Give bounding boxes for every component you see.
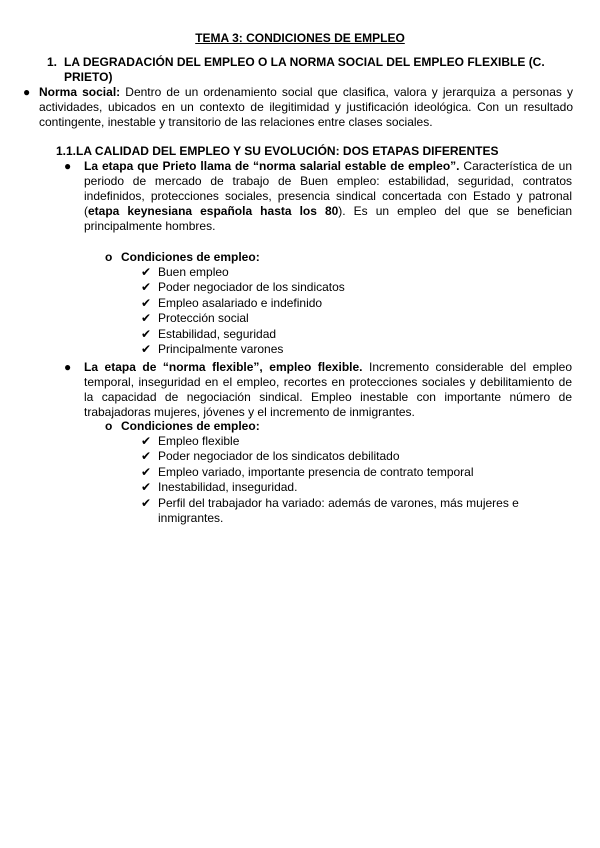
condition-item: [141, 280, 541, 295]
stage-2-lead: La etapa de “norma flexible”, empleo flexible.: [84, 360, 363, 374]
condition-item: [141, 311, 541, 326]
stage-1-text-1: Característica de un periodo de mercado de trabajo de Buen empleo: estabilidad, seguridad, contratos indefinidos, protecciones sociales, presencia sindical concertada con Estado y patronal (: [84, 159, 573, 218]
norma-social-paragraph: [39, 85, 573, 130]
stage-1-conditions-heading: [105, 250, 260, 265]
checkmark-icon: ✔: [141, 480, 152, 495]
condition-item: [141, 480, 531, 495]
condition-text: Principalmente varones: [158, 342, 284, 357]
condition-text: Empleo variado, importante presencia de contrato temporal: [158, 464, 474, 479]
circle-marker-icon: o: [105, 250, 113, 264]
norma-social-item: [23, 85, 573, 130]
section-1-heading-text: LA DEGRADACIÓN DEL EMPLEO O LA NORMA SOCIAL DEL EMPLEO FLEXIBLE (C. PRIETO): [64, 55, 545, 84]
bullet-icon: ●: [64, 159, 72, 173]
section-1-1-heading: 1.1.LA CALIDAD DEL EMPLEO Y SU EVOLUCIÓN: DOS ETAPAS DIFERENTES: [56, 144, 499, 158]
stage-1-text-2: ). Es un empleo del que se benefician principalmente hombres.: [84, 204, 573, 233]
condition-item: [141, 265, 541, 280]
condition-text: Empleo flexible: [158, 434, 240, 448]
stage-2-conditions-list: [141, 434, 531, 526]
stage-2-text: Incremento considerable del empleo temporal, inseguridad en el empleo, recortes en protecciones sociales y debilitamiento de la capacidad de negociación sindical. Empleo inestable con importante número de trabajadoras mujeres, jóvenes y el incremento de inmigrantes.: [84, 360, 572, 419]
condition-text: Buen empleo: [158, 265, 229, 279]
checkmark-icon: ✔: [141, 295, 152, 310]
condition-text: Empleo asalariado e indefinido: [158, 295, 323, 310]
checkmark-icon: ✔: [141, 326, 152, 341]
stage-2-conditions-label: Condiciones de empleo:: [121, 419, 260, 433]
checkmark-icon: ✔: [141, 311, 152, 326]
checkmark-icon: ✔: [141, 434, 152, 448]
condition-item: [141, 449, 531, 464]
condition-item: [141, 465, 531, 480]
condition-text: Inestabilidad, inseguridad.: [158, 480, 298, 495]
checkmark-icon: ✔: [141, 495, 152, 510]
stage-2-conditions-heading: [105, 419, 260, 434]
condition-item: [141, 496, 531, 527]
condition-item: [141, 342, 541, 357]
bullet-icon: ●: [64, 360, 72, 374]
bullet-icon: ●: [23, 85, 31, 99]
section-1-number: 1.: [47, 55, 58, 69]
condition-item: [141, 296, 541, 311]
checkmark-icon: ✔: [141, 464, 152, 479]
norma-social-text: Dentro de un ordenamiento social que clasifica, valora y jerarquiza a personas y actividades, ubicados en un contexto de ilegitimidad y justificación ideológica. Con un resultado contingente, inestable y transitorio de las relaciones entre clases sociales.: [39, 85, 573, 129]
stage-1-bold-paren: etapa keynesiana española hasta los 80: [88, 204, 339, 218]
checkmark-icon: ✔: [141, 342, 152, 357]
condition-item: [141, 327, 541, 342]
condition-text: Poder negociador de los sindicatos debilitado: [158, 449, 400, 464]
condition-text: Estabilidad, seguridad: [158, 326, 277, 341]
stage-1-conditions-label: Condiciones de empleo:: [121, 250, 260, 264]
stage-2-item: [64, 360, 572, 420]
checkmark-icon: ✔: [141, 280, 152, 295]
condition-text: Poder negociador de los sindicatos: [158, 280, 345, 295]
page-title: TEMA 3: CONDICIONES DE EMPLEO: [195, 31, 405, 45]
checkmark-icon: ✔: [141, 265, 152, 279]
checkmark-icon: ✔: [141, 449, 152, 464]
norma-social-label: Norma social:: [39, 85, 121, 99]
condition-text: Perfil del trabajador ha variado: además de varones, más mujeres e inmigrantes.: [158, 495, 519, 526]
circle-marker-icon: o: [105, 419, 113, 433]
stage-1-lead: La etapa que Prieto llama de “norma salarial estable de empleo”.: [84, 159, 460, 173]
stage-1-conditions-list: [141, 265, 541, 357]
section-1-heading: [47, 55, 557, 85]
condition-item: [141, 434, 531, 449]
condition-text: Protección social: [158, 311, 249, 326]
stage-2-paragraph: [84, 360, 572, 420]
stage-1-item: [64, 159, 572, 234]
stage-1-paragraph: [84, 159, 572, 234]
